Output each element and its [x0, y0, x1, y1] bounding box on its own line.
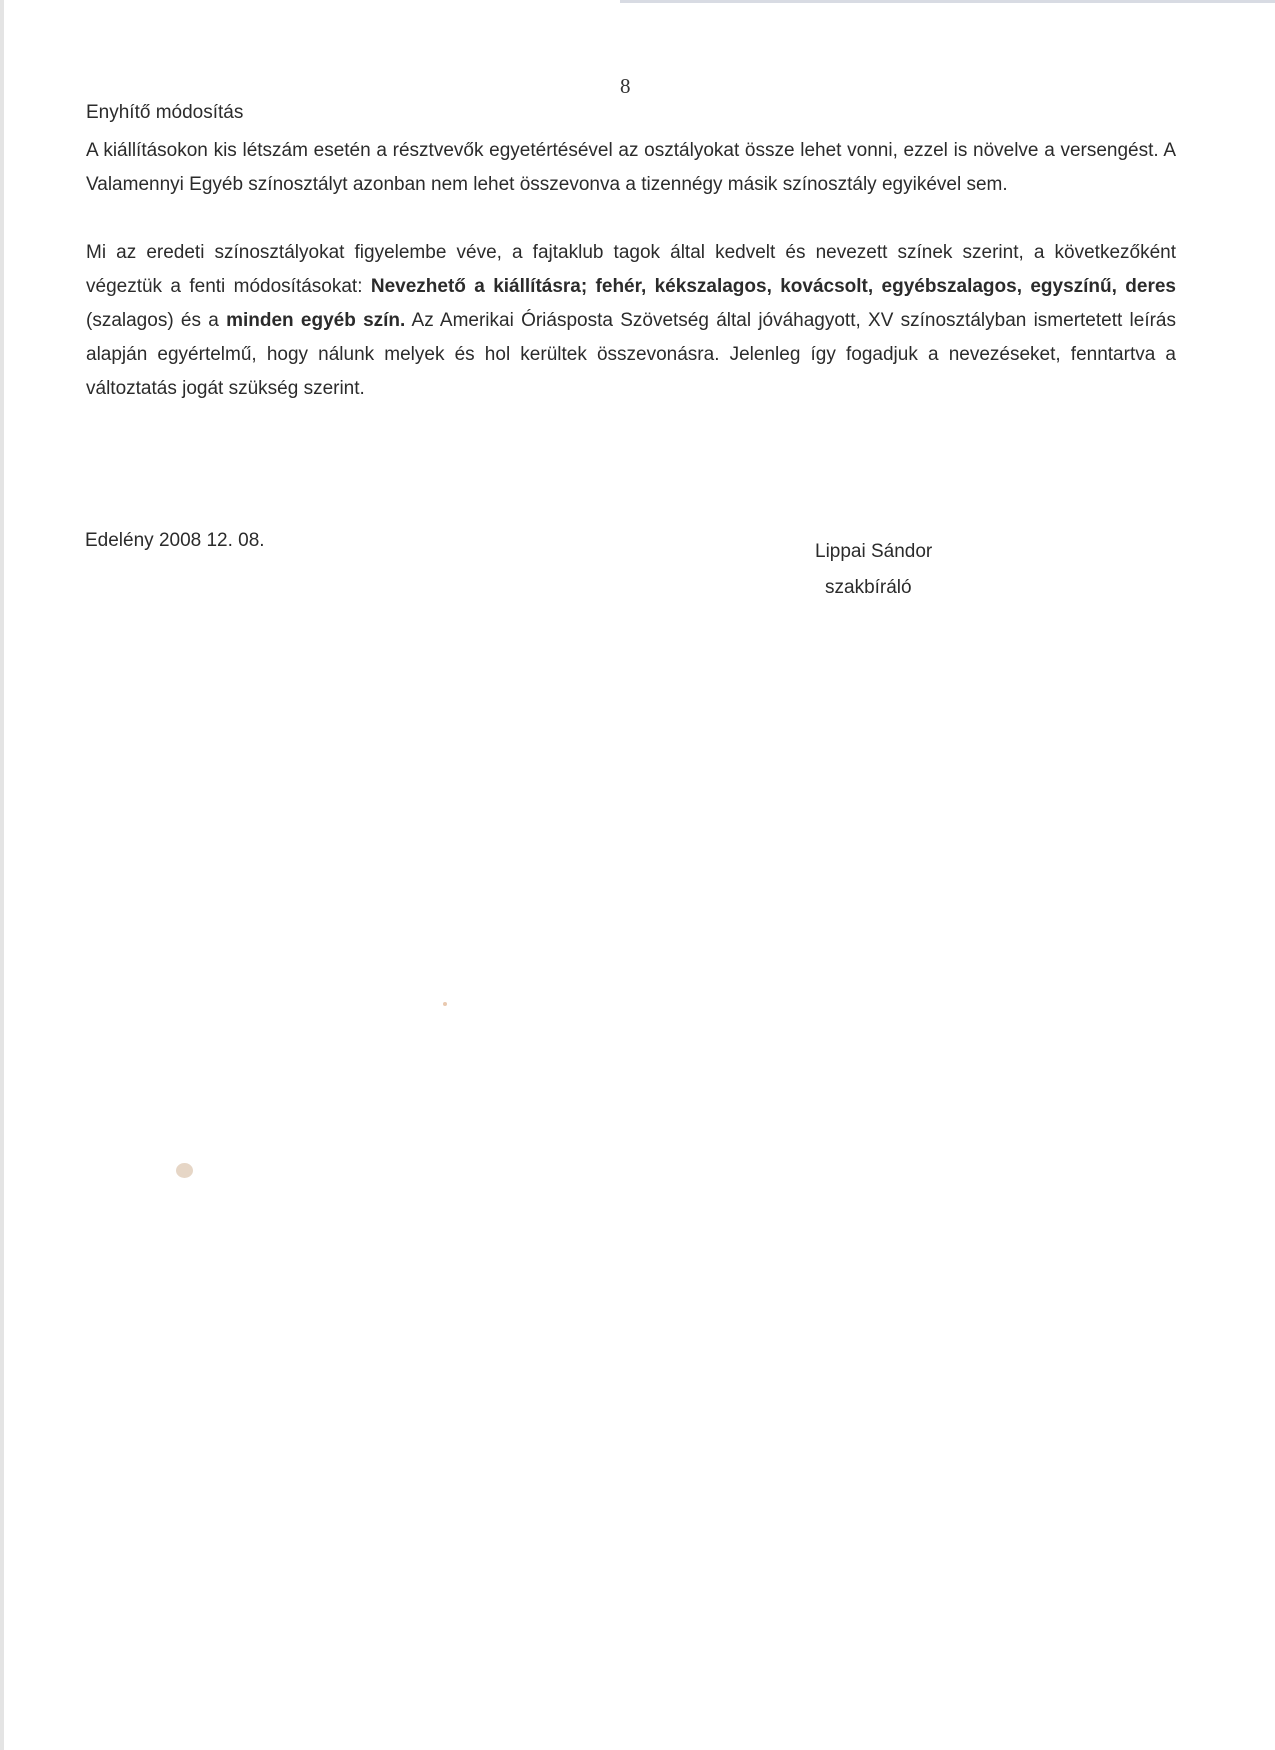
- scan-edge-top: [620, 0, 1275, 3]
- signature-name: Lippai Sándor: [815, 541, 933, 562]
- scan-speck: [443, 1002, 447, 1006]
- place-date: Edelény 2008 12. 08.: [85, 530, 265, 551]
- signature-role: szakbíráló: [825, 577, 912, 598]
- paragraph-bold-1: Nevezhető a kiállításra; fehér, kékszalagos, kovácsolt, egyébszalagos, egyszínű, deres: [370, 276, 1176, 297]
- paragraph-color-classes: [86, 236, 1176, 406]
- scan-stain: [176, 1163, 193, 1178]
- signature-block: [815, 534, 932, 606]
- paragraph-bold-2: minden egyéb szín.: [226, 310, 406, 331]
- paragraph-merge-rule: A kiállításokon kis létszám esetén a résztvevők egyetértésével az osztályokat össze lehet vonni, ezzel is növelve a versengést. A Valamennyi Egyéb színosztályt azonban nem lehet összevonva a tizennégy másik színosztály egyikével sem.: [86, 140, 1176, 195]
- page-number: 8: [620, 74, 631, 98]
- document-body: [86, 100, 1176, 406]
- section-title: Enyhítő módosítás: [86, 102, 244, 123]
- paragraph-text-1: Mi az eredeti színosztályokat figyelembe véve, a fajtaklub tagok által kedvelt és nevezett színek szerint, a következőként végeztük a fenti módosításokat:: [86, 242, 1176, 297]
- paragraph-text-3: Az Amerikai Óriásposta Szövetség által jóváhagyott, XV színosztályban ismertetett leírás alapján egyértelmű, hogy nálunk melyek és hol kerültek összevonásra. Jelenleg így fogadjuk a nevezéseket, fenntartva a változtatás jogát szükség szerint.: [86, 310, 1176, 399]
- paragraph-text-2: (szalagos) és a: [86, 310, 227, 331]
- scan-edge-left: [0, 0, 4, 1750]
